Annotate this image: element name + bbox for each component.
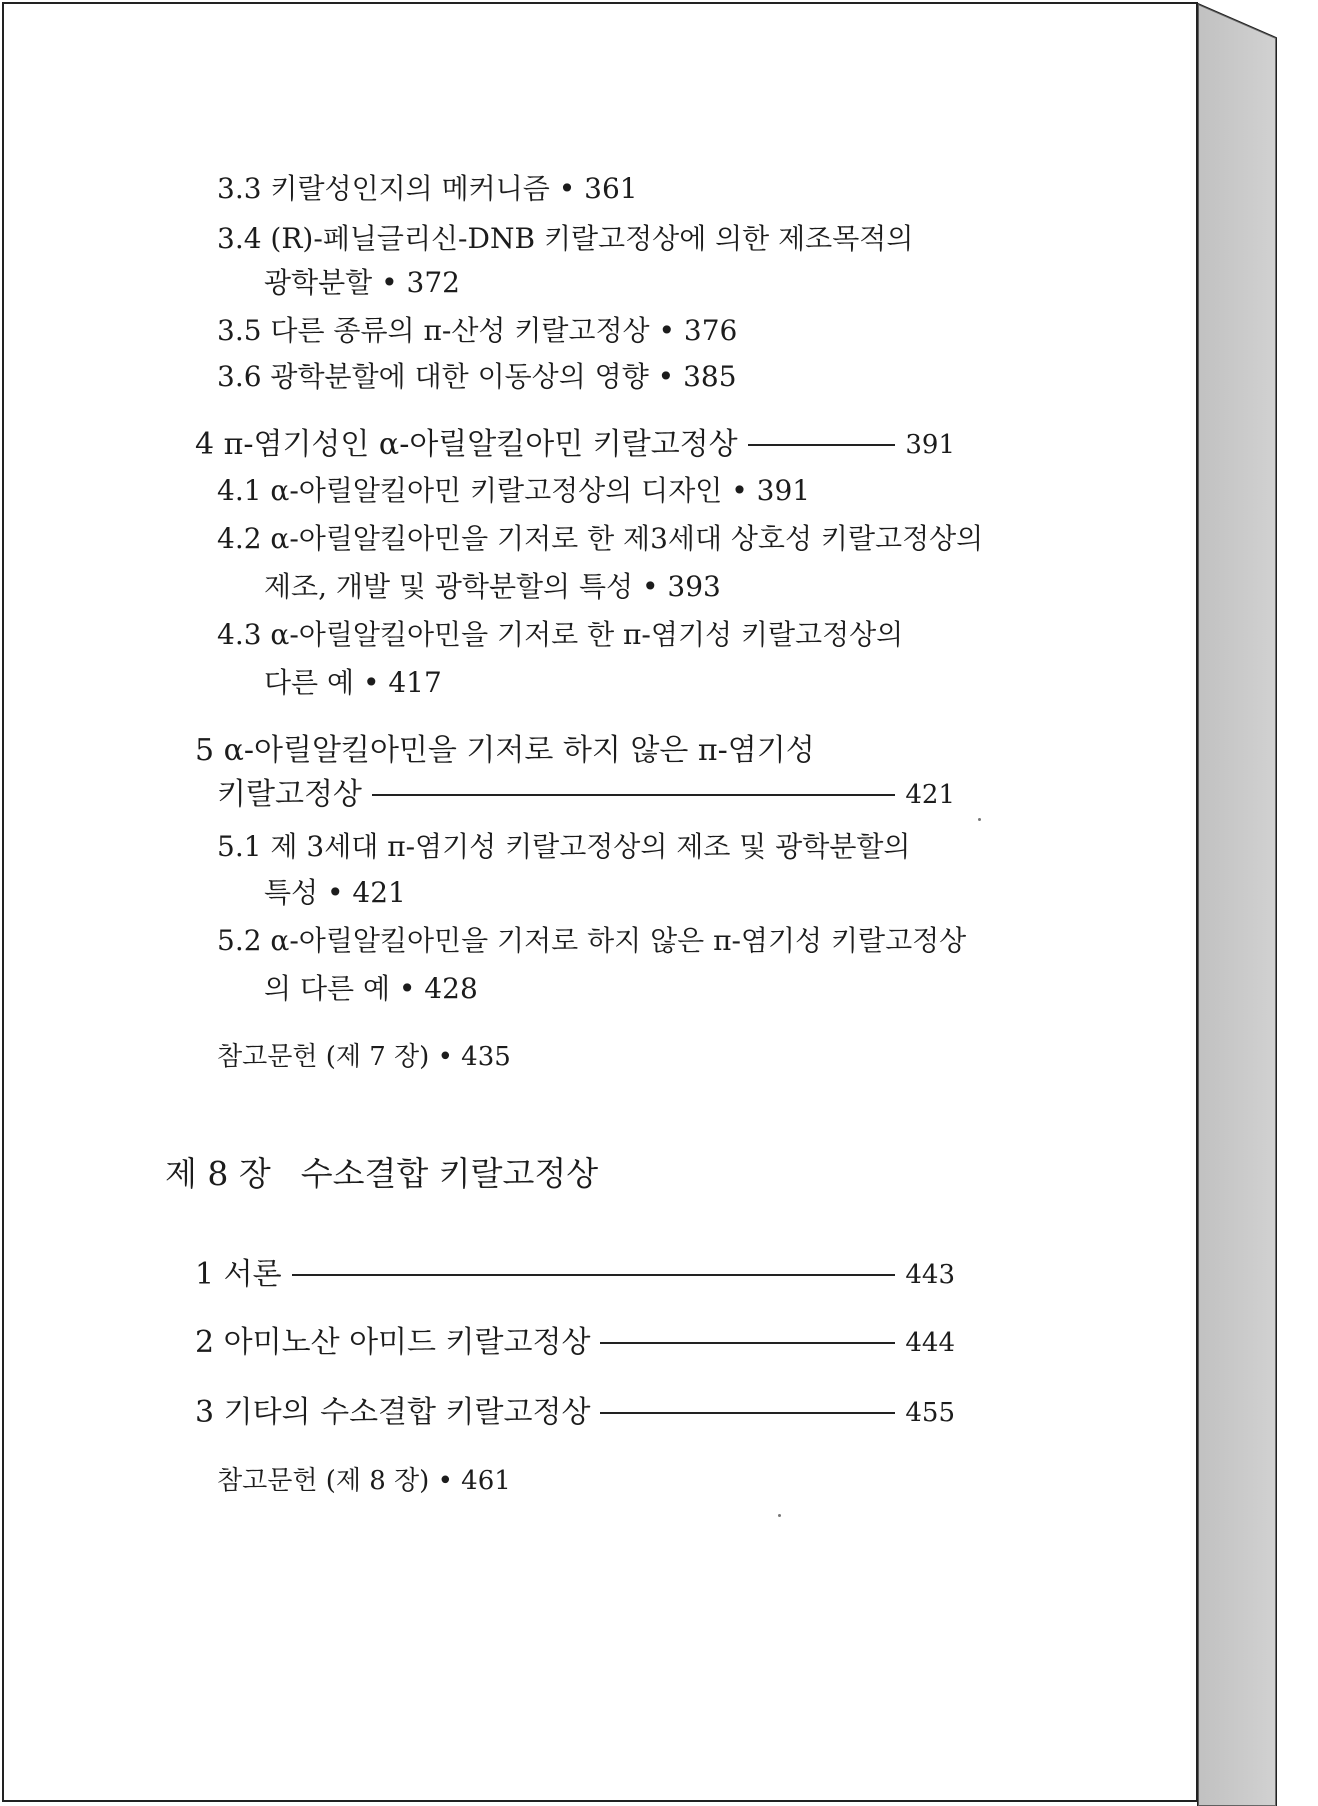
toc-sub-4-1: 4.1 α-아릴알킬아민 키랄고정상의 디자인 • 391 <box>217 474 811 507</box>
toc-ref-ch7: 참고문헌 (제 7 장) • 435 <box>217 1042 511 1072</box>
toc-sub-4-2: 4.2 α-아릴알킬아민을 기저로 한 제3세대 상호성 키랄고정상의 <box>217 522 984 555</box>
toc-sub-5-2: 5.2 α-아릴알킬아민을 기저로 하지 않은 π-염기성 키랄고정상 <box>217 924 967 957</box>
toc-main-5-title-2: 키랄고정상 <box>217 777 362 812</box>
book-page <box>2 2 1198 1802</box>
toc-sub-5-2-cont: 의 다른 예 • 428 <box>264 972 478 1005</box>
toc-main-4-title: 4 π-염기성인 α-아릴알킬아민 키랄고정상 <box>195 427 738 462</box>
toc-ch8-entry-1 <box>195 1258 955 1292</box>
speck-mark <box>778 1514 781 1517</box>
toc-ch8-entry-1-title: 1 서론 <box>195 1257 282 1292</box>
chapter-8-number: 제 8 장 <box>165 1154 271 1193</box>
leader-line <box>372 794 895 796</box>
leader-line <box>292 1274 896 1276</box>
chapter-8-title: 수소결합 키랄고정상 <box>300 1154 599 1193</box>
toc-ch8-entry-1-page: 443 <box>905 1260 955 1290</box>
toc-ch8-entry-3 <box>195 1396 955 1430</box>
leader-line <box>748 444 896 446</box>
toc-sub-4-2-cont: 제조, 개발 및 광학분할의 특성 • 393 <box>264 570 721 603</box>
toc-ch8-entry-2-page: 444 <box>905 1328 955 1358</box>
toc-sub-3-3: 3.3 키랄성인지의 메커니즘 • 361 <box>217 172 638 205</box>
toc-ch8-entry-3-page: 455 <box>905 1398 955 1428</box>
toc-main-4 <box>195 428 955 462</box>
toc-main-4-page: 391 <box>905 430 955 460</box>
toc-sub-3-6: 3.6 광학분할에 대한 이동상의 영향 • 385 <box>217 360 737 393</box>
leader-line <box>600 1342 895 1344</box>
toc-sub-4-3-cont: 다른 예 • 417 <box>264 666 442 699</box>
toc-main-5-title-1: 5 α-아릴알킬아민을 기저로 하지 않은 π-염기성 <box>195 733 815 768</box>
toc-sub-3-5: 3.5 다른 종류의 π-산성 키랄고정상 • 376 <box>217 314 738 347</box>
toc-main-5 <box>217 778 955 812</box>
toc-sub-3-4: 3.4 (R)-페닐글리신-DNB 키랄고정상에 의한 제조목적의 <box>217 222 914 255</box>
toc-sub-5-1-cont: 특성 • 421 <box>264 876 406 909</box>
toc-ref-ch8: 참고문헌 (제 8 장) • 461 <box>217 1466 511 1496</box>
toc-ch8-entry-2 <box>195 1326 955 1360</box>
toc-sub-5-1: 5.1 제 3세대 π-염기성 키랄고정상의 제조 및 광학분할의 <box>217 830 911 863</box>
chapter-8-heading <box>165 1148 598 1195</box>
toc-ch8-entry-3-title: 3 기타의 수소결합 키랄고정상 <box>195 1395 591 1430</box>
leader-line <box>600 1412 895 1414</box>
toc-sub-3-4-cont: 광학분할 • 372 <box>264 266 460 299</box>
speck-mark <box>978 818 981 821</box>
toc-main-5-page: 421 <box>905 780 955 810</box>
toc-ch8-entry-2-title: 2 아미노산 아미드 키랄고정상 <box>195 1325 591 1360</box>
toc-sub-4-3: 4.3 α-아릴알킬아민을 기저로 한 π-염기성 키랄고정상의 <box>217 618 904 651</box>
